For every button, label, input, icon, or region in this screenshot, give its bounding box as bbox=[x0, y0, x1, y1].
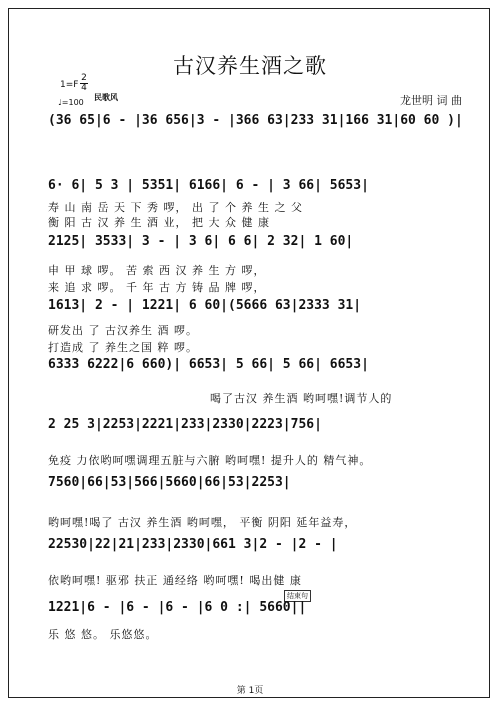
meter-top: 2 bbox=[81, 73, 87, 83]
meter-bottom: 4 bbox=[81, 83, 87, 93]
lyric-row-5: 喝了古汉 养生酒 哟呵嘿!调节人的 bbox=[210, 392, 393, 405]
lyric-row-2a: 寿 山 南 岳 天 下 秀 啰， 出 了 个 养 生 之 父 bbox=[48, 201, 303, 214]
lyric-row-2b: 衡 阳 古 汉 养 生 酒 业， 把 大 众 健 康 bbox=[48, 216, 270, 229]
music-row-5: 6333 6222|6 660)| 6653| 5 66| 5 66| 6653| bbox=[48, 357, 369, 372]
end-phrase-label: 结束句 bbox=[284, 590, 311, 602]
key-signature: 1=F bbox=[60, 80, 79, 90]
tempo-marking: ♩=100 bbox=[58, 98, 84, 107]
song-title: 古汉养生酒之歌 bbox=[173, 54, 327, 78]
music-row-7: 7560|66|53|566|5660|66|53|2253| bbox=[48, 475, 291, 490]
lyric-row-4a: 研发出 了 古汉养生 酒 啰。 bbox=[48, 324, 198, 337]
music-row-2: 6· 6| 5 3 | 5351| 6166| 6 - | 3 66| 5653| bbox=[48, 178, 369, 193]
music-row-6: 2 25 3|2253|2221|233|2330|2223|756| bbox=[48, 417, 322, 432]
lyric-row-6: 免疫 力依哟呵嘿调理五脏与六腑 哟呵嘿! 提升人的 精气神。 bbox=[48, 454, 372, 467]
lyric-row-7: 哟呵嘿!喝了 古汉 养生酒 哟呵嘿， 平衡 阴阳 延年益寿， bbox=[48, 516, 357, 529]
page-number: 第 1页 bbox=[236, 686, 264, 696]
lyric-row-8: 依哟呵嘿! 驱邪 扶正 通经络 哟呵嘿! 喝出健 康 bbox=[48, 574, 302, 587]
music-row-4: 1613| 2 - | 1221| 6 60|(5666 63|2333 31| bbox=[48, 298, 362, 313]
lyric-row-4b: 打造成 了 养生之国 粹 啰。 bbox=[48, 341, 198, 354]
music-row-9: 1221|6 - |6 - |6 - |6 0 :| 5660|| bbox=[48, 600, 307, 615]
music-row-8: 22530|22|21|233|2330|661 3|2 - |2 - | bbox=[48, 537, 338, 552]
lyric-row-3a: 申 甲 球 啰。 苦 索 西 汉 养 生 方 啰， bbox=[48, 264, 266, 277]
lyric-row-3b: 来 追 求 啰。 千 年 古 方 铸 品 牌 啰， bbox=[48, 281, 266, 294]
music-row-1: (36 65|6 - |36 656|3 - |366 63|233 31|166 31|60 60 )| bbox=[48, 113, 463, 128]
music-row-3: 2125| 3533| 3 - | 3 6| 6 6| 2 32| 1 60| bbox=[48, 234, 354, 249]
authors: 龙世明 词 曲 bbox=[400, 94, 462, 107]
time-signature bbox=[80, 74, 88, 93]
lyric-row-9: 乐 悠 悠。 乐悠悠。 bbox=[48, 628, 158, 641]
style-marking: 民歌风 bbox=[94, 93, 118, 102]
